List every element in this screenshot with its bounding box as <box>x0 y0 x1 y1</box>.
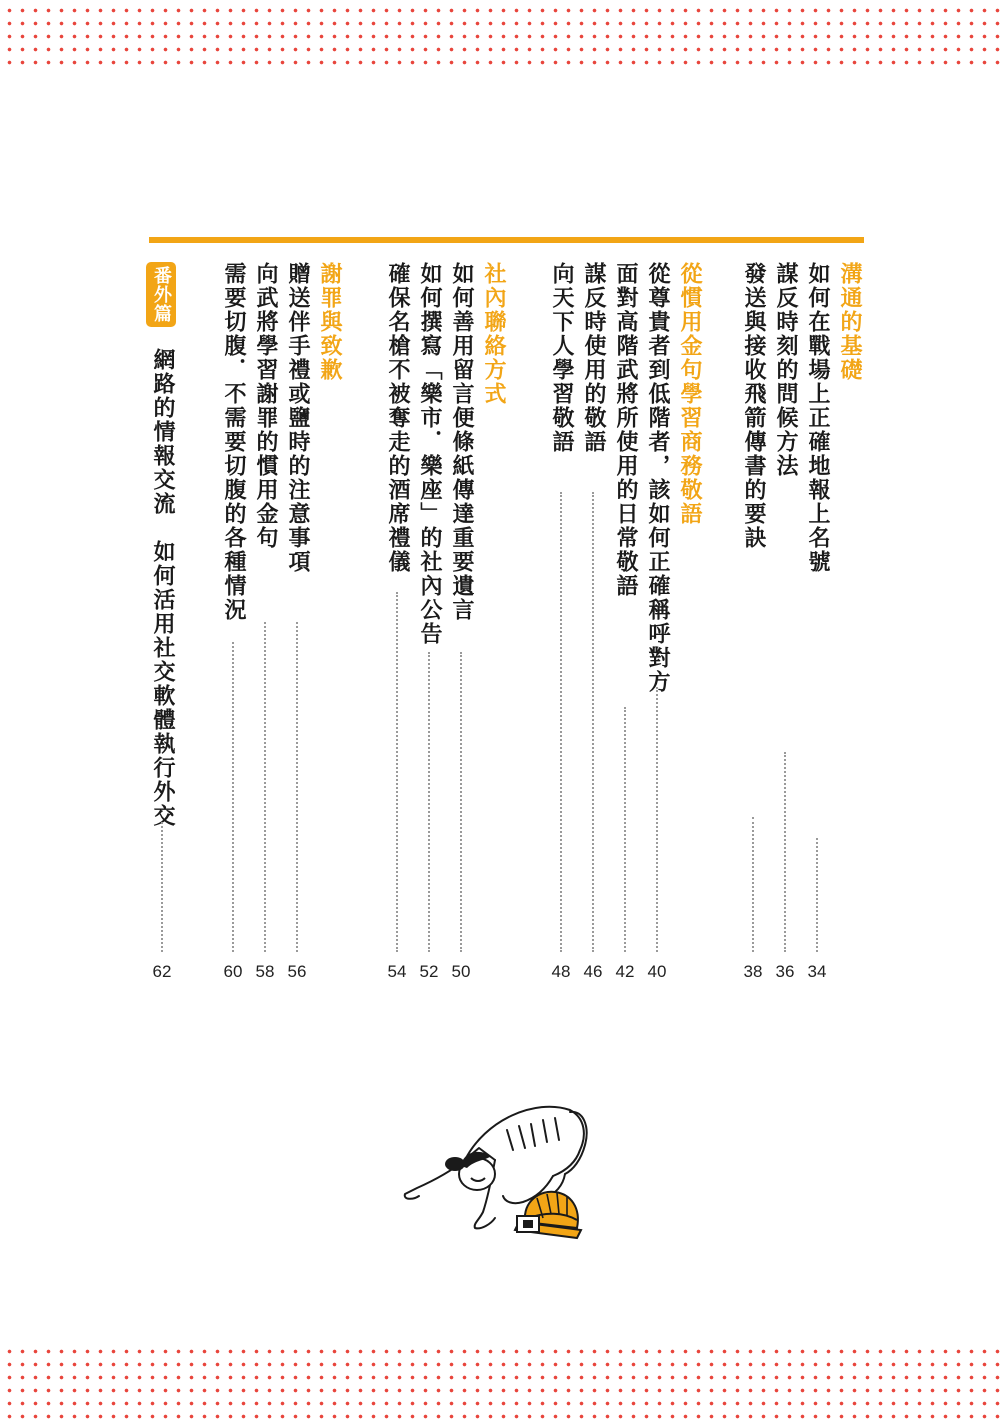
page-number: 62 <box>152 962 172 981</box>
page-number: 42 <box>615 962 635 981</box>
dotted-leader <box>161 822 163 952</box>
toc-entry[interactable]: 從尊貴者到低階者，該如何正確稱呼對方 40 <box>641 262 673 982</box>
toc-entry[interactable]: 向武將學習謝罪的慣用金句 58 <box>249 262 281 982</box>
toc-entry[interactable]: 如何撰寫「樂市．樂座」的社內公告 52 <box>413 262 445 982</box>
section-title-apology: 謝罪與致歉 <box>317 262 342 382</box>
page-number: 60 <box>223 962 243 981</box>
dotted-leader <box>396 592 398 952</box>
dotted-leader <box>592 492 594 952</box>
dotted-leader <box>428 652 430 952</box>
section-title-business-honorifics: 從慣用金句學習商務敬語 <box>677 262 702 526</box>
toc-entry[interactable]: 謀反時使用的敬語 46 <box>577 262 609 982</box>
toc-entry[interactable]: 面對高階武將所使用的日常敬語 42 <box>609 262 641 982</box>
toc-entry[interactable]: 如何在戰場上正確地報上名號 34 <box>801 262 833 982</box>
dotted-leader <box>460 652 462 952</box>
bonus-chapter-badge: 番外篇 <box>146 262 176 327</box>
toc-entry[interactable]: 如何善用留言便條紙傳達重要遺言 50 <box>445 262 477 982</box>
dotted-border-top <box>0 0 1000 70</box>
page-number: 54 <box>387 962 407 981</box>
toc-entry[interactable]: 確保名槍不被奪走的酒席禮儀 54 <box>381 262 413 982</box>
dotted-leader <box>784 752 786 952</box>
page-number: 36 <box>775 962 795 981</box>
toc-entry-bonus[interactable]: 番外篇 網路的情報交流 如何活用社交軟體執行外交 62 <box>146 262 178 982</box>
dotted-leader <box>296 622 298 952</box>
page-number: 50 <box>451 962 471 981</box>
toc-entry[interactable]: 贈送伴手禮或鹽時的注意事項 56 <box>281 262 313 982</box>
dotted-leader <box>560 492 562 952</box>
toc-divider-rule <box>149 237 864 243</box>
dotted-border-bottom <box>0 1343 1000 1419</box>
dotted-leader <box>752 817 754 952</box>
toc-entry[interactable]: 發送與接收飛箭傳書的要訣 38 <box>737 262 769 982</box>
page-number: 46 <box>583 962 603 981</box>
toc-entry[interactable]: 需要切腹．不需要切腹的各種情況 60 <box>217 262 249 982</box>
dotted-leader <box>264 622 266 952</box>
dotted-leader <box>232 642 234 952</box>
toc-entry[interactable]: 謀反時刻的問候方法 36 <box>769 262 801 982</box>
page-number: 40 <box>647 962 667 981</box>
dotted-leader <box>624 707 626 952</box>
dotted-leader <box>656 687 658 952</box>
page-number: 52 <box>419 962 439 981</box>
section-title-internal-communication: 社內聯絡方式 <box>481 262 506 406</box>
dotted-leader <box>816 838 818 952</box>
page-number: 58 <box>255 962 275 981</box>
page-number: 48 <box>551 962 571 981</box>
bowing-samurai-with-helmet-icon <box>395 1090 610 1255</box>
section-title-communication-basics: 溝通的基礎 <box>837 262 862 382</box>
page-number: 38 <box>743 962 763 981</box>
page-number: 34 <box>807 962 827 981</box>
page-number: 56 <box>287 962 307 981</box>
toc-entry[interactable]: 向天下人學習敬語 48 <box>545 262 577 982</box>
